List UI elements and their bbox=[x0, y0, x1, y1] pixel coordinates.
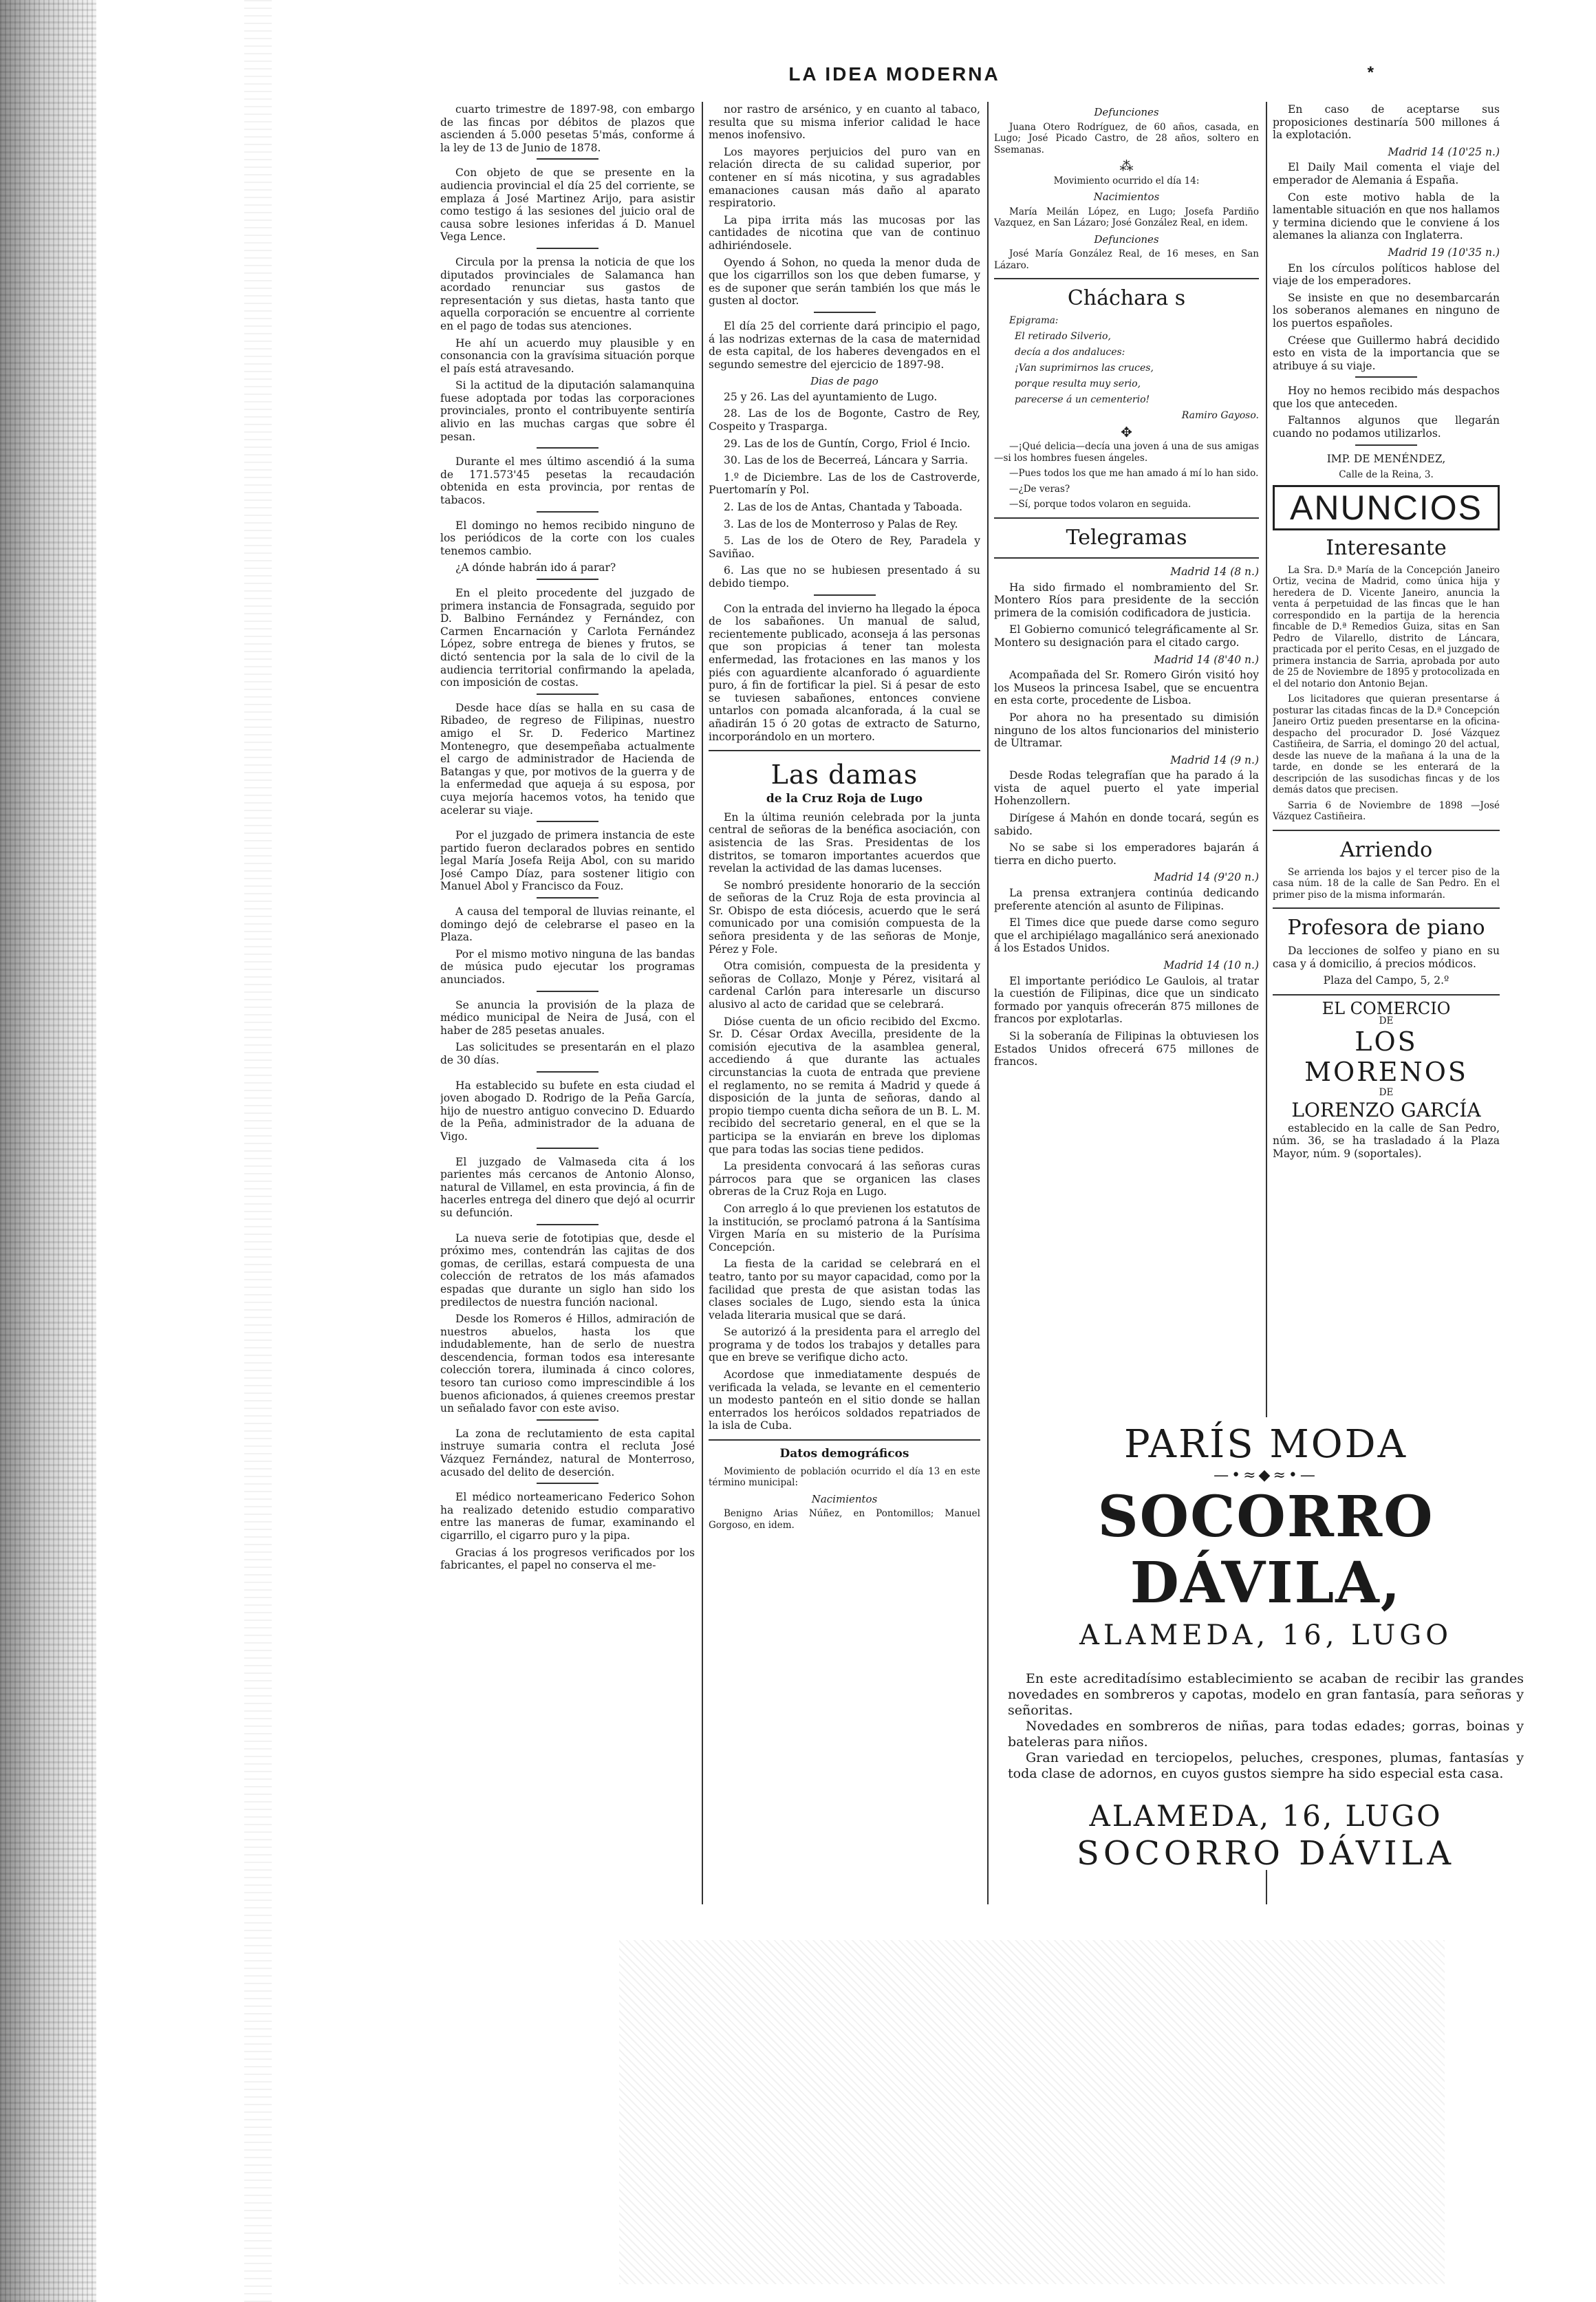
ad-address: Plaza del Campo, 5, 2.º bbox=[1323, 974, 1449, 987]
payment-days-heading: Dias de pago bbox=[810, 375, 878, 388]
dateline: Madrid 14 (8 n.) bbox=[1170, 565, 1259, 578]
news-paragraph: Por el mismo motivo ninguna de las bandas de música pudo ejecutar los programas anunciados. bbox=[440, 947, 695, 987]
ad-alameda-repeat: ALAMEDA, 16, LUGO bbox=[1089, 1799, 1443, 1833]
payment-item: 29. Las de los de Guntín, Corgo, Friol é Incio. bbox=[724, 437, 971, 450]
ad-paragraph: Da lecciones de solfeo y piano en su casa y á domicilio, á precios módicos. bbox=[1273, 945, 1500, 970]
news-paragraph: nor rastro de arsénico, y en cuanto al tabaco, resulta que su misma inferior calidad le hace menos inofensivo. bbox=[709, 103, 980, 142]
verse-line: decía a dos andaluces: bbox=[1015, 346, 1125, 358]
separator bbox=[537, 511, 598, 513]
ad-socorro-repeat: SOCORRO DÁVILA bbox=[1076, 1834, 1456, 1873]
ad-de: DE bbox=[1379, 1015, 1394, 1026]
ad-morenos: LOS MORENOS bbox=[1304, 1026, 1468, 1088]
dateline: Madrid 19 (10'35 n.) bbox=[1388, 246, 1500, 259]
telegram-paragraph: Dirígese á Mahón en donde tocará, según es sabido. bbox=[994, 812, 1259, 837]
news-paragraph: Por el juzgado de primera instancia de este partido fueron declarados pobres en sentido legal María Josefa Reija Abol, con su marido José Campo Díaz, para sostener litigio con Manuel Abol y Francisco da Fouz. bbox=[440, 829, 695, 893]
telegram-paragraph: El Daily Mail comenta el viaje del emperador de Alemania á España. bbox=[1273, 161, 1500, 186]
news-paragraph: Los mayores perjuicios del puro van en relación directa de su calidad superior, por contener en sí más nicotina, y sus agradables emanaciones causan más daño al aparato respiratorio. bbox=[709, 145, 980, 210]
ad-paris-title: PARÍS MODA bbox=[1123, 1422, 1408, 1467]
telegram-paragraph: El Gobierno comunicó telegráficamente al Sr. Montero su designación para el citado cargo. bbox=[994, 623, 1259, 649]
payment-item: 25 y 26. Las del ayuntamiento de Lugo. bbox=[724, 390, 938, 403]
separator bbox=[537, 1419, 598, 1421]
telegram-paragraph: Si la soberanía de Filipinas la obtuviesen los Estados Unidos ofrecerá 675 millones de francos. bbox=[994, 1029, 1259, 1068]
section-rule bbox=[994, 557, 1259, 559]
ad-de: DE bbox=[1379, 1087, 1394, 1099]
ad-title-arriendo: Arriendo bbox=[1339, 837, 1433, 862]
ad-paragraph: Gran variedad en terciopelos, peluches, crespones, plumas, fantasías y toda clase de adornos, en cuyos gustos siempre ha sido especial esta casa. bbox=[1008, 1750, 1524, 1781]
news-paragraph: Dióse cuenta de un oficio recibido del Excmo. Sr. D. César Ordax Avecilla, presidente de la comisión ejecutiva de la asamblea general, accediendo á que durante las actuales circunstancias la cuota de entrada que previene el reglamento, no se remita á Madrid y quede á disposición de la junta de señoras, dando al propio tiempo cuenta dicha señora de un B. L. M. recibido del secretario general, en el que se la participa se la enviarán en breve los diplomas que para todas las socias tiene pedidos. bbox=[709, 1015, 980, 1156]
verse-line: parecerse á un cementerio! bbox=[1015, 394, 1150, 405]
news-paragraph: Hoy no hemos recibido más despachos que los que anteceden. bbox=[1273, 385, 1500, 410]
news-paragraph: Se nombró presidente honorario de la sección de señoras de la Cruz Roja de esta provincia al Sr. Obispo de esta diócesis, acuerdo que le será comunicado por una comisión compuesta de la señora presidenta y de las señoras de Monje, Pérez y Fole. bbox=[709, 879, 980, 956]
separator bbox=[537, 1148, 598, 1149]
news-paragraph: En el pleito procedente del juzgado de primera instancia de Fonsagrada, seguido por D. Balbino Fernández y Fernández, con Carmen Encarnación y Carlota Fernández López, sobre entrega de bienes y frutos, se dictó sentencia por la sala de lo civil de la audiencia territorial confirmando la apelada, con imposición de costas. bbox=[440, 587, 695, 689]
news-paragraph: Otra comisión, compuesta de la presidenta y señoras de Collazo, Monje y Pérez, visitará al cardenal Carlón para interesarle un discurso alusivo al acto de caridad que se celebrará. bbox=[709, 960, 980, 1011]
section-rule bbox=[1273, 907, 1500, 909]
ad-paragraph: Sarria 6 de Noviembre de 1898 —José Vázquez Castiñeira. bbox=[1273, 799, 1500, 823]
news-paragraph: El juzgado de Valmaseda cita á los parientes más cercanos de Antonio Alonso, natural de Villamel, en esta provincia, á fin de hacerles entrega del dinero que dejó al ocurrir su defunción. bbox=[440, 1155, 695, 1219]
separator bbox=[537, 1071, 598, 1073]
payment-item: 3. Las de los de Monterroso y Palas de Rey. bbox=[724, 517, 958, 530]
news-paragraph: El día 25 del corriente dará principio el pago, á las nodrizas externas de la casa de maternidad de esta capital, de los haberes devengados en el segundo semestre del ejercicio de 1897-98. bbox=[709, 319, 980, 371]
separator bbox=[537, 897, 598, 899]
ad-body bbox=[1008, 1671, 1524, 1782]
section-rule bbox=[994, 517, 1259, 519]
telegram-paragraph: Acompañada del Sr. Romero Girón visitó hoy los Museos la princesa Isabel, que se encuentra en esta corte, procedente de Lisboa. bbox=[994, 669, 1259, 707]
news-paragraph: Movimiento de población ocurrido el día 13 en este término municipal: bbox=[709, 1465, 980, 1489]
asterism-ornament: ⁂ bbox=[1119, 158, 1134, 175]
ad-socorro-title: SOCORRO DÁVILA, bbox=[1097, 1484, 1434, 1616]
news-paragraph: Si la actitud de la diputación salamanquina fuese adoptada por todas las corporaciones provinciales, pronto el contribuyente sentiría alivio en las muchas cargas que sobre él pesan. bbox=[440, 379, 695, 443]
separator bbox=[814, 312, 876, 313]
printer-address: Calle de la Reina, 3. bbox=[1339, 469, 1434, 481]
news-paragraph: Se autorizó á la presidenta para el arreglo del programa y de todos los trabajos y detalles para que en breve se verifique dicho acto. bbox=[709, 1326, 980, 1364]
news-paragraph: Benigno Arias Núñez, en Pontomillos; Manuel Gorgoso, en idem. bbox=[709, 1508, 980, 1531]
cross-ornament: ✥ bbox=[1121, 423, 1132, 440]
separator bbox=[537, 248, 598, 249]
column-2 bbox=[709, 103, 980, 1899]
dateline: Madrid 14 (8'40 n.) bbox=[1154, 653, 1259, 666]
payment-item: 2. Las de los de Antas, Chantada y Taboada. bbox=[724, 501, 963, 514]
separator bbox=[1355, 444, 1417, 446]
separator bbox=[537, 447, 598, 449]
ads-header: ANUNCIOS bbox=[1273, 485, 1500, 530]
ad-paragraph: Novedades en sombreros de niñas, para todas edades; gorras, boinas y bateleras para niños. bbox=[1008, 1719, 1524, 1750]
subheading-nacimientos: Nacimientos bbox=[811, 1492, 878, 1505]
telegram-paragraph: El importante periódico Le Gaulois, al tratar la cuestión de Filipinas, dice que un sindicato formado por yanquis ofrecerán 875 millones de francos por explotarlas. bbox=[994, 974, 1259, 1026]
dateline: Madrid 14 (10'25 n.) bbox=[1388, 145, 1500, 158]
separator bbox=[537, 579, 598, 580]
dialogue-line: —Pues todos los que me han amado á mí lo han sido. bbox=[1009, 468, 1259, 480]
news-paragraph: Con la entrada del invierno ha llegado la época de los sabañones. Un manual de salud, recientemente publicado, aconseja á las personas que son propicias á tener tan molesta enfermedad, las frotaciones en las manos y los piés con aguardiente alcanforado ó aguardiente puro, á fin de fortificar la piel. Si á pesar de esto se tuviesen sabañones, entonces conviene untarlos con pomada alcanforada, á la cual se añadirán 15 ó 20 gotas de extracto de Saturno, incorporándolo en un mortero. bbox=[709, 602, 980, 743]
dateline: Madrid 14 (9 n.) bbox=[1170, 753, 1259, 766]
scan-margin-left bbox=[0, 0, 96, 2302]
column-rule bbox=[987, 102, 989, 1904]
news-paragraph: Circula por la prensa la noticia de que los diputados provinciales de Salamanca han acordado renunciar sus gastos de representación y sus dietas, hasta tanto que aquella corporación se encuentre al corriente en el pago de todas sus atenciones. bbox=[440, 255, 695, 332]
payment-item: 1.º de Diciembre. Las de los de Castroverde, Puertomarín y Pol. bbox=[709, 471, 980, 497]
page-mark: * bbox=[1367, 63, 1376, 82]
subheading-defunciones: Defunciones bbox=[1094, 233, 1159, 246]
news-paragraph: La zona de reclutamiento de esta capital instruye sumaria contra el recluta José Vázquez Fernández, natural de Monterroso, acusado del delito de deserción. bbox=[440, 1427, 695, 1478]
dateline: Madrid 14 (10 n.) bbox=[1163, 959, 1259, 971]
news-paragraph: Desde los Romeros é Hillos, admiración de nuestros abuelos, hasta los que indudablemente, han de serlo de nuestra descendencia, forman todos esa interesante colección torera, iluminada á cinco colores, tesoro tan curioso como imprescindible á los buenos aficionados, á quienes creemos prestar un señalado favor con este aviso. bbox=[440, 1313, 695, 1415]
payment-item: 28. Las de los de Bogonte, Castro de Rey, Cospeito y Trasparga. bbox=[709, 407, 980, 433]
payment-item: 6. Las que no se hubiesen presentado á su debido tiempo. bbox=[709, 564, 980, 590]
dialogue-line: —Sí, porque todos volaron en seguida. bbox=[1009, 499, 1191, 510]
section-title-telegramas: Telegramas bbox=[1066, 525, 1187, 550]
printer-name: IMP. DE MENÉNDEZ, bbox=[1326, 452, 1446, 465]
news-paragraph: El domingo no hemos recibido ninguno de los periódicos de la corte con los cuales tenemos cambio. bbox=[440, 519, 695, 557]
news-paragraph: La pipa irrita más las mucosas por las cantidades de nicotina que van de continuo adhiriéndosele. bbox=[709, 213, 980, 252]
verse-line: porque resulta muy serio, bbox=[1015, 378, 1141, 389]
news-paragraph: Gracias á los progresos verificados por los fabricantes, el papel no conserva el me- bbox=[440, 1546, 695, 1572]
payment-item: 5. Las de los de Otero de Rey, Paradela y Saviñao. bbox=[709, 535, 980, 560]
news-paragraph: La fiesta de la caridad se celebrará en el teatro, tanto por su mayor capacidad, como por la facilidad que presta de que asistan todas las clases sociales de Lugo, siendo esta la única velada literaria musical que se dará. bbox=[709, 1258, 980, 1322]
telegram-paragraph: No se sabe si los emperadores bajarán á tierra en dicho puerto. bbox=[994, 841, 1259, 867]
ad-paris-moda bbox=[994, 1417, 1538, 1873]
subheading-defunciones: Defunciones bbox=[1094, 106, 1159, 118]
dialogue-line: —¡Qué delicia—decía una joven á una de sus amigas—si los hombres fuesen ángeles. bbox=[994, 441, 1259, 464]
ad-paragraph: La Sra. D.ª María de la Concepción Janeiro Ortiz, vecina de Madrid, como única hija y heredera de D. Vicente Janeiro, anuncia la venta á perpetuidad de las fincas que le han correspondido en la partija de la herencia fincable de D.ª Remedios Guiza, sitas en San Pedro de Vilarello, distrito de Láncara, practicada por el perito Cesas, en el juzgado de primera instancia de Sarria, aprobada por auto de 25 de Noviembre de 1895 y protocolizada en el del notario don Antonio Bejan. bbox=[1273, 564, 1500, 689]
news-paragraph: A causa del temporal de lluvias reinante, el domingo dejó de celebrarse el paseo en la Plaza. bbox=[440, 905, 695, 944]
section-rule bbox=[994, 278, 1259, 279]
news-paragraph: Movimiento ocurrido el día 14: bbox=[1053, 175, 1200, 186]
column-rule bbox=[702, 102, 703, 1904]
column-1 bbox=[440, 103, 695, 1899]
separator bbox=[537, 158, 598, 160]
telegram-paragraph: Créese que Guillermo habrá decidido esto en vista de la importancia que se atribuye á su viaje. bbox=[1273, 334, 1500, 372]
separator bbox=[1355, 376, 1417, 378]
news-paragraph: El médico norteamericano Federico Sohon ha realizado detenido estudio comparativo entre las maneras de fumar, examinando el cigarrillo, el cigarro puro y la pipa. bbox=[440, 1491, 695, 1542]
section-title-chacharas: Cháchara s bbox=[1067, 286, 1186, 311]
ad-paragraph: Los licitadores que quieran presentarse á posturar las citadas fincas de la D.ª Concepción Janeiro Ortiz pueden presentarse en la oficina-despacho del procurador D. José Vázquez Castiñeira, de Sarria, el domingo 20 del actual, desde las nueve de la mañana á la una de la tarde, en donde se les enterará de la descripción de las susodichas fincas y de los demás datos que precisen. bbox=[1273, 693, 1500, 796]
ad-title-profesora: Profesora de piano bbox=[1287, 916, 1485, 940]
ad-paragraph: En este acreditadísimo establecimiento se acaban de recibir las grandes novedades en sombreros y capotas, modelo en gran fantasía, para señoras y señoritas. bbox=[1008, 1671, 1524, 1718]
news-paragraph: Durante el mes último ascendió á la suma de 171.573'45 pesetas la recaudación obtenida en esta provincia, por rentas de tabacos. bbox=[440, 455, 695, 507]
scan-noise bbox=[619, 1940, 1445, 2284]
section-title-datos: Datos demográficos bbox=[779, 1447, 909, 1461]
news-paragraph: La nueva serie de fototipias que, desde el próximo mes, contendrán las cajitas de dos gomas, de cerillas, estará compuesta de una colección de retratos de los más afamados espadas que durante un siglo han sido los predilectos de nuestra función nacional. bbox=[440, 1231, 695, 1309]
telegram-paragraph: Desde Rodas telegrafían que ha parado á la vista de aquel puerto el yate imperial Hohenzollern. bbox=[994, 769, 1259, 808]
telegram-paragraph: En caso de aceptarse sus proposiciones destinaría 500 millones á la explotación. bbox=[1273, 103, 1500, 142]
news-paragraph: Las solicitudes se presentarán en el plazo de 30 días. bbox=[440, 1041, 695, 1066]
section-rule bbox=[709, 1439, 980, 1441]
flourish-ornament: —•≈◆≈•— bbox=[1214, 1467, 1318, 1484]
telegram-paragraph: En los círculos políticos hablose del viaje de los emperadores. bbox=[1273, 261, 1500, 288]
ad-title-interesante: Interesante bbox=[1326, 535, 1447, 560]
news-paragraph: Faltannos algunos que llegarán cuando no podamos utilizarlos. bbox=[1273, 414, 1500, 440]
separator bbox=[537, 1224, 598, 1225]
scan-margin-fold bbox=[244, 0, 272, 2302]
ad-paragraph: Se arrienda los bajos y el tercer piso de la casa núm. 18 de la calle de San Pedro. En el primer piso de la misma informarán. bbox=[1273, 866, 1500, 901]
section-rule bbox=[1273, 830, 1500, 831]
telegram-paragraph: Con este motivo habla de la lamentable situación en que nos hallamos y termina diciendo que le conviene á los alemanes la alianza con Inglaterra. bbox=[1273, 191, 1500, 242]
telegram-paragraph: Ha sido firmado el nombramiento del Sr. Montero Ríos para presidente de la sección primera de la comisión codificadora de justicia. bbox=[994, 581, 1259, 619]
section-subtitle-damas: de la Cruz Roja de Lugo bbox=[766, 792, 923, 806]
news-paragraph: cuarto trimestre de 1897-98, con embargo de las fincas por débitos de plazos que ascienden á 5.000 pesetas 5'más, conforme á la ley de 13 de Junio de 1878. bbox=[440, 103, 695, 154]
separator bbox=[537, 693, 598, 695]
news-paragraph: En la última reunión celebrada por la junta central de señoras de la benéfica asociación, con asistencia de las Sras. Presidentas de los distritos, se tomaron importantes acuerdos que revelan la actividad de las damas lucenses. bbox=[709, 810, 980, 875]
ad-alameda: ALAMEDA, 16, LUGO bbox=[1079, 1620, 1453, 1651]
separator bbox=[537, 821, 598, 822]
separator bbox=[814, 594, 876, 596]
news-paragraph: Acordose que inmediatamente después de verificada la velada, se levante en el cementerio un modesto panteón en el sitio donde se hallan enterrados los heróicos soldados repatriados de la isla de Cuba. bbox=[709, 1368, 980, 1432]
verse-author: Ramiro Gayoso. bbox=[1181, 409, 1259, 421]
verse-line: El retirado Silverio, bbox=[1015, 330, 1111, 342]
news-paragraph: José María González Real, de 16 meses, en San Lázaro. bbox=[994, 248, 1259, 271]
dialogue-line: —¿De veras? bbox=[1009, 483, 1070, 495]
section-rule bbox=[709, 750, 980, 751]
payment-item: 30. Las de los de Becerreá, Láncara y Sarria. bbox=[724, 454, 969, 467]
epigram-label: Epigrama: bbox=[1009, 315, 1059, 327]
section-rule bbox=[1273, 994, 1500, 996]
news-paragraph: Con arreglo á lo que previenen los estatutos de la institución, se proclamó patrona á la Santísima Virgen María en su misterio de la Purísima Concepción. bbox=[709, 1202, 980, 1254]
ad-lorenzo: LORENZO GARCÍA bbox=[1291, 1098, 1481, 1121]
news-paragraph: He ahí un acuerdo muy plausible y en consonancia con la gravísima situación porque el país está atravesando. bbox=[440, 336, 695, 375]
telegram-paragraph: El Times dice que puede darse como seguro que el archipiélago magallánico será anexionado á los Estados Unidos. bbox=[994, 916, 1259, 955]
telegram-paragraph: Se insiste en que no desembarcarán los soberanos alemanes en ninguno de los puertos españoles. bbox=[1273, 291, 1500, 330]
news-paragraph: Se anuncia la provisión de la plaza de médico municipal de Neira de Jusá, con el haber de 285 pesetas anuales. bbox=[440, 998, 695, 1037]
news-paragraph: Ha establecido su bufete en esta ciudad el joven abogado D. Rodrigo de la Peña García, hijo de nuestro antiguo convecino D. Eduardo de la Peña, administrador de la aduana de Vigo. bbox=[440, 1079, 695, 1143]
news-paragraph: Oyendo á Sohon, no queda la menor duda de que los cigarrillos son los que deben fumarse, y es de suponer que serán también los que más le gusten al doctor. bbox=[709, 256, 980, 308]
dateline: Madrid 14 (9'20 n.) bbox=[1154, 871, 1259, 884]
telegram-paragraph: Por ahora no ha presentado su dimisión ninguno de los altos funcionarios del ministerio de Ultramar. bbox=[994, 711, 1259, 750]
news-paragraph: María Meilán López, en Lugo; Josefa Pardiño Vazquez, en San Lázaro; José González Real, en idem. bbox=[994, 206, 1259, 229]
masthead bbox=[413, 63, 1376, 91]
separator bbox=[537, 991, 598, 992]
news-paragraph: Con objeto de que se presente en la audiencia provincial el día 25 del corriente, se emplaza á José Martinez Arijo, para asistir como testigo á las sesiones del juicio oral de causa sobre lesiones inferidas á D. Manuel Vega Lence. bbox=[440, 166, 695, 244]
news-paragraph: ¿A dónde habrán ido á parar? bbox=[455, 561, 616, 574]
subheading-nacimientos: Nacimientos bbox=[1093, 191, 1160, 204]
section-title-damas: Las damas bbox=[770, 760, 918, 790]
news-paragraph: La presidenta convocará á las señoras curas párrocos para que se organicen las clases obreras de la Cruz Roja en Lugo. bbox=[709, 1160, 980, 1198]
news-paragraph: Desde hace días se halla en su casa de Ribadeo, de regreso de Filipinas, nuestro amigo el Sr. D. Federico Martinez Montenegro, que desempeñaba actualmente el cargo de administrador de Hacienda de Batangas y que, por motivos de la guerra y de la enfermedad que aqueja á su esposa, por cuya mejoría hacemos votos, ha tenido que acelerar su viaje. bbox=[440, 701, 695, 817]
separator bbox=[537, 1483, 598, 1484]
ad-comercio-title: EL COMERCIO bbox=[1322, 999, 1451, 1019]
ad-paragraph: establecido en la calle de San Pedro, núm. 36, se ha trasladado á la Plaza Mayor, núm. 9 (soportales). bbox=[1273, 1121, 1500, 1160]
news-paragraph: Juana Otero Rodríguez, de 60 años, casada, en Lugo; José Picado Castro, de 28 años, soltero en Ssemanas. bbox=[994, 121, 1259, 155]
telegram-paragraph: La prensa extranjera continúa dedicando preferente atención al asunto de Filipinas. bbox=[994, 887, 1259, 912]
verse-line: ¡Van suprimirnos las cruces, bbox=[1015, 362, 1154, 374]
newspaper-title: LA IDEA MODERNA bbox=[788, 63, 1000, 85]
